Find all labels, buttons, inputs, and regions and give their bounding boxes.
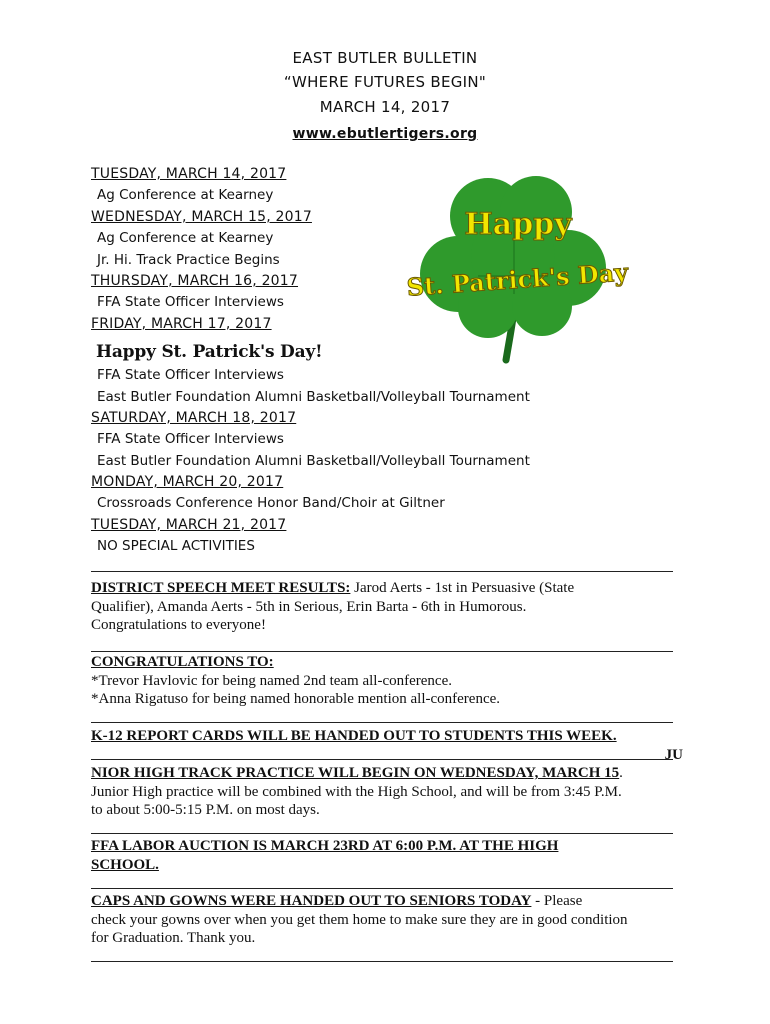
speech-results-text: Congratulations to everyone!: [91, 617, 266, 634]
bulletin-motto: “WHERE FUTURES BEGIN": [283, 73, 487, 91]
caps-gowns-heading: CAPS AND GOWNS WERE HANDED OUT TO SENIORS TODAY: [91, 893, 532, 909]
speech-results-heading: DISTRICT SPEECH MEET RESULTS:: [91, 580, 351, 596]
schedule-event: FFA State Officer Interviews: [97, 367, 284, 384]
congratulations-item: *Anna Rigatuso for being named honorable mention all-conference.: [91, 691, 501, 708]
track-practice-text: to about 5:00-5:15 P.M. on most days.: [91, 802, 320, 819]
bulletin-date: MARCH 14, 2017: [319, 98, 451, 116]
schedule-day: TUESDAY, MARCH 14, 2017: [91, 166, 287, 182]
caps-gowns-text: for Graduation. Thank you.: [91, 930, 256, 947]
schedule-event: FFA State Officer Interviews: [97, 294, 284, 311]
track-heading-part1: JU: [664, 746, 683, 763]
congratulations-section: [91, 653, 683, 709]
bulletin-title: EAST BUTLER BULLETIN: [292, 49, 478, 67]
weekly-schedule: [91, 164, 611, 558]
section-divider: [91, 722, 673, 723]
ffa-auction-section: [91, 837, 683, 874]
schedule-day: THURSDAY, MARCH 16, 2017: [91, 272, 299, 289]
speech-results-section: [91, 579, 683, 635]
ffa-auction-heading: FFA LABOR AUCTION IS MARCH 23RD AT 6:00 P.M. AT THE HIGH: [91, 838, 559, 854]
schedule-event: Ag Conference at Kearney: [97, 230, 274, 247]
section-divider: [91, 833, 673, 834]
ffa-auction-heading: SCHOOL.: [91, 856, 159, 873]
schedule-event: FFA State Officer Interviews: [97, 431, 284, 448]
speech-results-text: Jarod Aerts - 1st in Persuasive (State: [350, 580, 575, 596]
speech-results-text: Qualifier), Amanda Aerts - 5th in Serious, Erin Barta - 6th in Humorous.: [91, 598, 527, 615]
graphic-happy-text: Happy: [464, 207, 572, 242]
st-patricks-greeting: Happy St. Patrick's Day!: [96, 342, 323, 363]
track-practice-heading: NIOR HIGH TRACK PRACTICE WILL BEGIN ON WEDNESDAY, MARCH 15: [91, 765, 620, 782]
schedule-event: Jr. Hi. Track Practice Begins: [97, 251, 280, 268]
congratulations-item: *Trevor Havlovic for being named 2nd team all-conference.: [91, 672, 452, 689]
schedule-event: NO SPECIAL ACTIVITIES: [97, 538, 255, 555]
schedule-day: TUESDAY, MARCH 21, 2017: [91, 516, 287, 533]
congratulations-heading: CONGRATULATIONS TO:: [91, 654, 274, 670]
schedule-day: WEDNESDAY, MARCH 15, 2017: [91, 208, 312, 225]
section-divider: [91, 651, 673, 652]
caps-gowns-text: check your gowns over when you get them home to make sure they are in good condition: [91, 911, 628, 928]
schedule-day: SATURDAY, MARCH 18, 2017: [91, 409, 297, 426]
schedule-event: East Butler Foundation Alumni Basketball/Volleyball Tournament: [97, 452, 530, 469]
section-divider: [91, 961, 673, 962]
caps-gowns-text: - Please: [531, 893, 583, 909]
schedule-day: MONDAY, MARCH 20, 2017: [91, 474, 284, 491]
section-divider: [91, 888, 673, 889]
website-link[interactable]: www.ebutlertigers.org: [292, 126, 478, 142]
report-cards-section: [91, 727, 683, 820]
report-cards-heading: K-12 REPORT CARDS WILL BE HANDED OUT TO STUDENTS THIS WEEK.: [91, 728, 617, 744]
schedule-event: East Butler Foundation Alumni Basketball/Volleyball Tournament: [97, 388, 530, 405]
caps-gowns-section: [91, 892, 683, 948]
schedule-day: FRIDAY, MARCH 17, 2017: [91, 315, 272, 332]
schedule-event: Ag Conference at Kearney: [97, 187, 274, 204]
graphic-stpatricks-text: St. Patrick's Day: [405, 257, 630, 302]
section-divider: [91, 571, 673, 572]
track-period: .: [619, 765, 623, 782]
schedule-event: Crossroads Conference Honor Band/Choir at Giltner: [97, 495, 445, 512]
track-practice-text: Junior High practice will be combined with the High School, and will be from 3:45 P.M.: [91, 783, 622, 800]
